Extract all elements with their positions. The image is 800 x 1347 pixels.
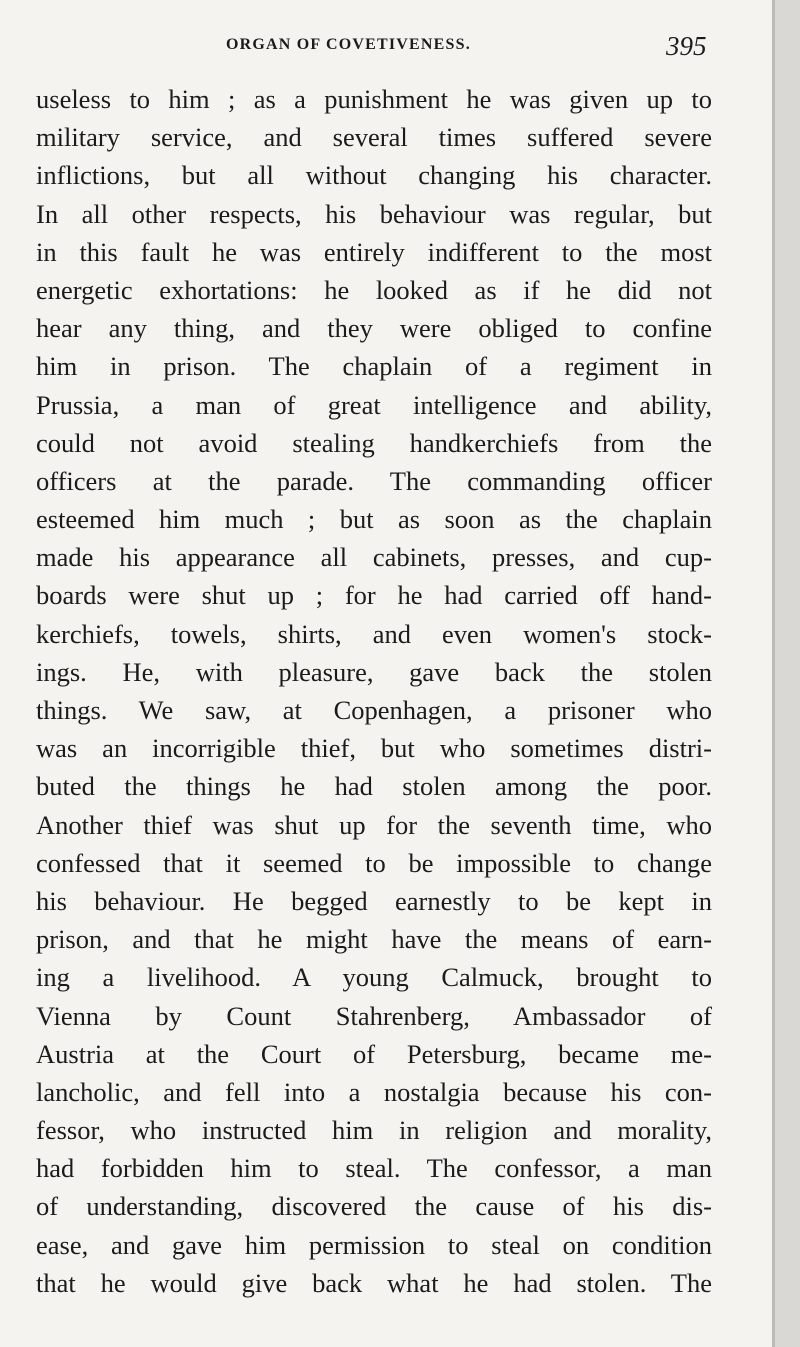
text-line: Austria at the Court of Petersburg, became me- [36, 1038, 712, 1069]
text-line: boards were shut up ; for he had carried off hand- [36, 580, 712, 611]
text-line: military service, and several times suffered severe [36, 122, 712, 153]
page-edge-divider [772, 0, 775, 1347]
text-line: inflictions, but all without changing his character. [36, 160, 712, 191]
running-head-title: ORGAN OF COVETIVENESS. [226, 36, 471, 53]
text-line: useless to him ; as a punishment he was given up to [36, 84, 712, 114]
text-line: confessed that it seemed to be impossible to change [36, 847, 712, 878]
text-line: energetic exhortations: he looked as if he did not [36, 274, 712, 305]
text-line: esteemed him much ; but as soon as the chaplain [36, 504, 712, 535]
text-line: Another thief was shut up for the seventh time, who [36, 809, 712, 840]
text-line: ing a livelihood. A young Calmuck, brought to [36, 962, 712, 993]
text-line: lancholic, and fell into a nostalgia because his con- [36, 1076, 712, 1107]
text-line: things. We saw, at Copenhagen, a prisoner who [36, 695, 712, 725]
running-head [0, 30, 772, 64]
text-line: of understanding, discovered the cause of his dis- [36, 1191, 712, 1222]
text-line: could not avoid stealing handkerchiefs from the [36, 427, 712, 458]
text-line: kerchiefs, towels, shirts, and even women's stock- [36, 618, 712, 649]
text-line: that he would give back what he had stolen. The [36, 1267, 712, 1298]
page-number: 395 [666, 31, 707, 61]
text-line: had forbidden him to steal. The confessor, a man [36, 1153, 712, 1184]
text-line: ease, and gave him permission to steal on condition [36, 1229, 712, 1260]
page-gutter [772, 0, 800, 1347]
text-line: in this fault he was entirely indifferent to the most [36, 236, 712, 267]
text-line: buted the things he had stolen among the poor. [36, 771, 712, 802]
text-line: Vienna by Count Stahrenberg, Ambassador of [36, 1000, 712, 1031]
body-text [36, 80, 712, 1302]
text-line: him in prison. The chaplain of a regiment in [36, 351, 712, 382]
text-line: ings. He, with pleasure, gave back the stolen [36, 656, 712, 687]
text-line: prison, and that he might have the means of earn- [36, 924, 712, 955]
text-line: made his appearance all cabinets, presses, and cup- [36, 542, 712, 573]
text-line: his behaviour. He begged earnestly to be kept in [36, 885, 712, 916]
text-line: Prussia, a man of great intelligence and ability, [36, 389, 712, 420]
text-line: officers at the parade. The commanding officer [36, 465, 712, 496]
text-line: hear any thing, and they were obliged to confine [36, 313, 712, 344]
text-line: In all other respects, his behaviour was regular, but [36, 198, 712, 229]
text-line: was an incorrigible thief, but who sometimes distri- [36, 733, 712, 764]
text-line: fessor, who instructed him in religion and morality, [36, 1115, 712, 1146]
